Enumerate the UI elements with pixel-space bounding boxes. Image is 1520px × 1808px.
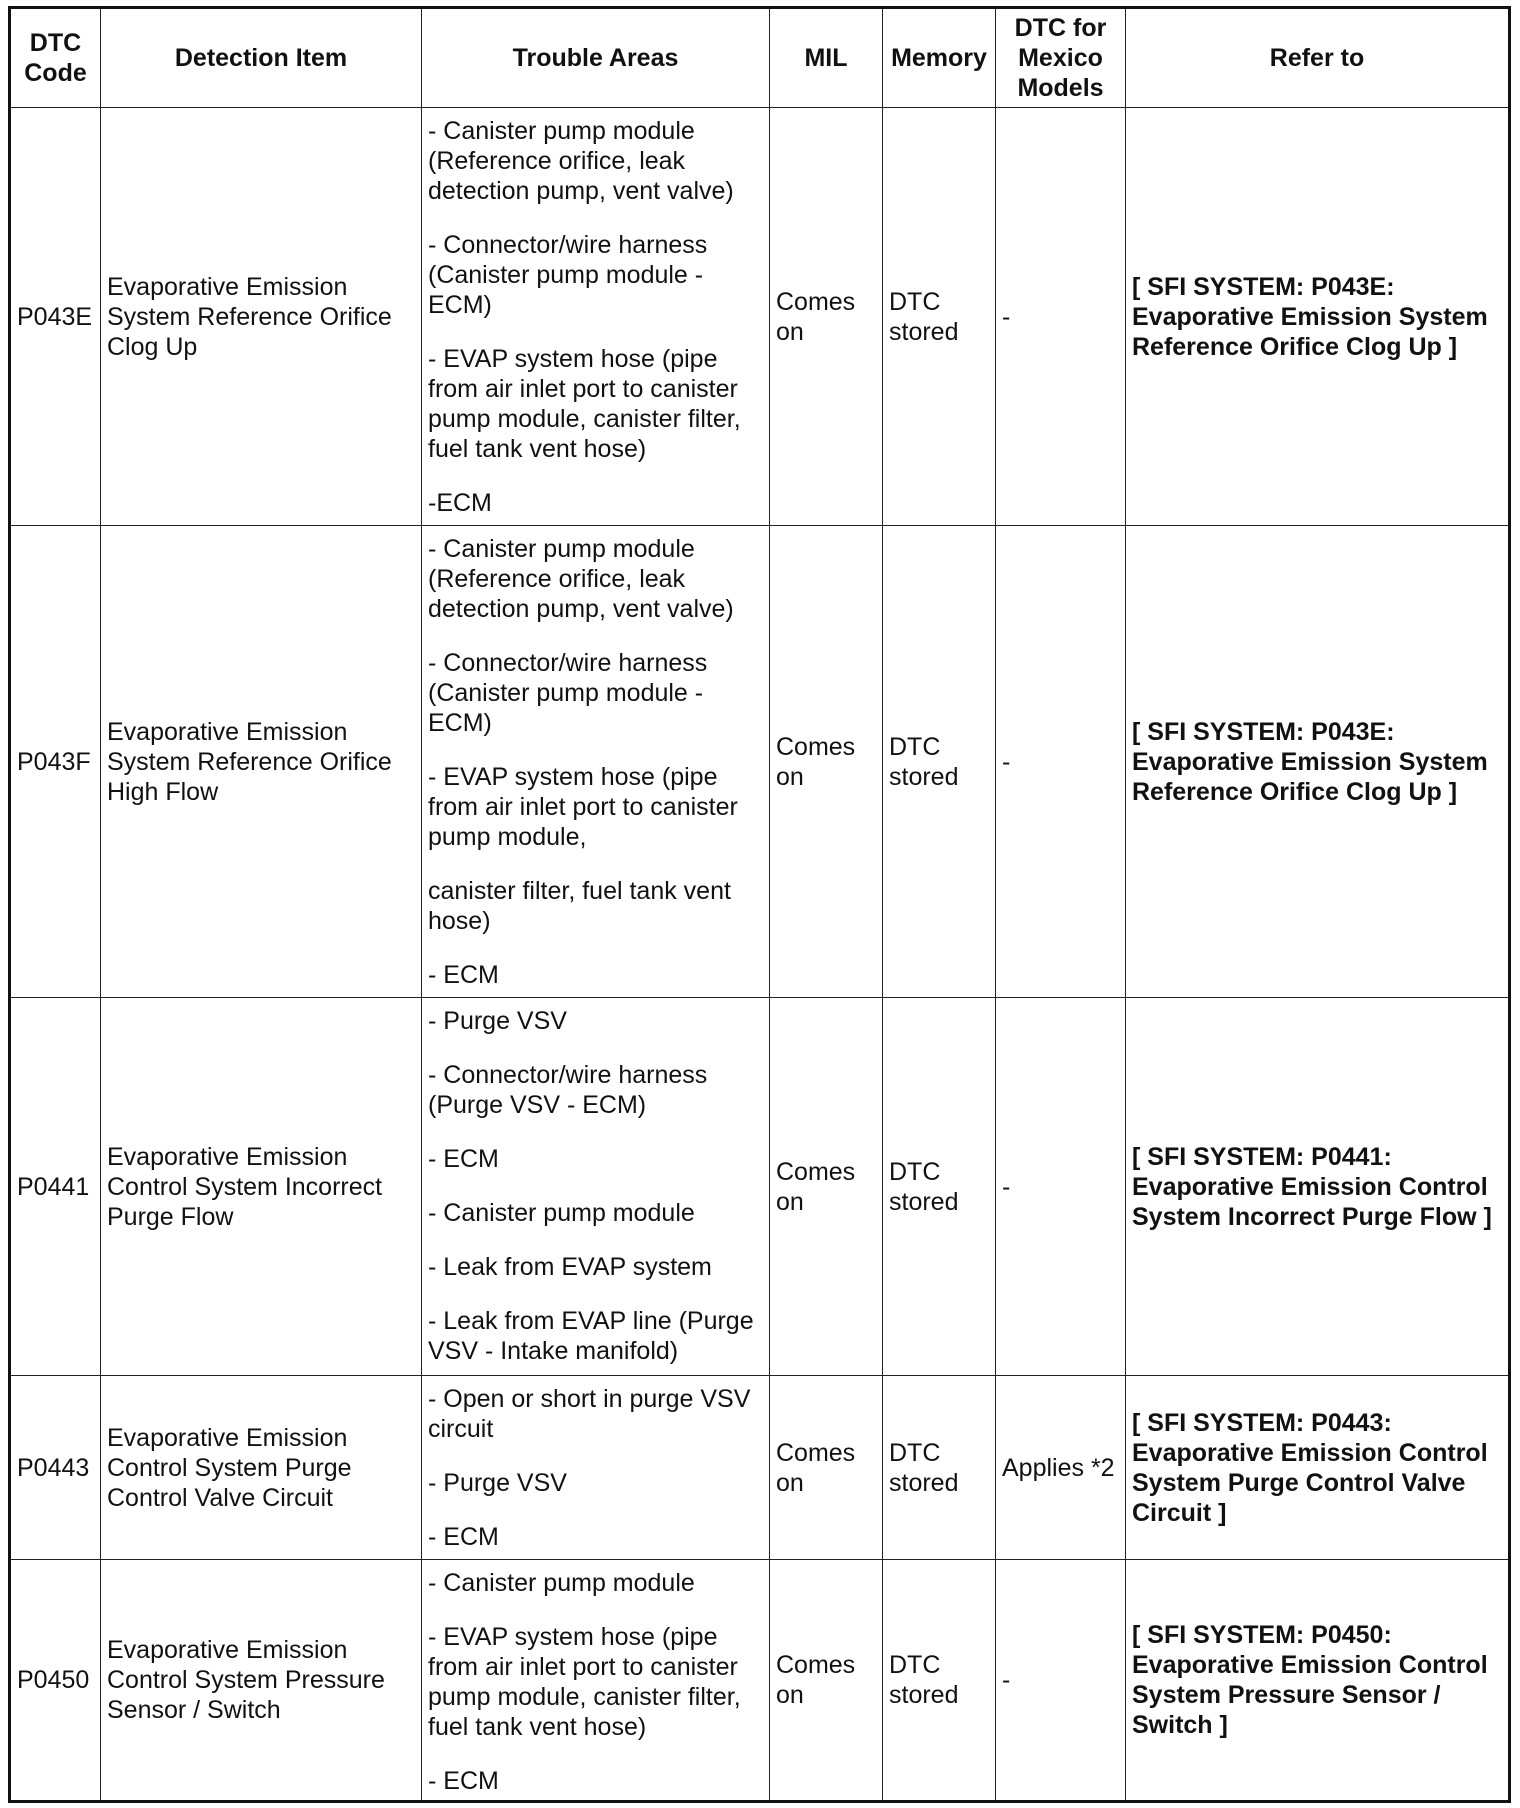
header-detection-item: Detection Item (101, 8, 422, 108)
header-refer-to: Refer to (1126, 8, 1510, 108)
mexico-cell: - (996, 526, 1126, 998)
mil-cell: Comes on (770, 998, 883, 1376)
trouble-areas-cell (422, 1560, 770, 1802)
trouble-areas-cell (422, 108, 770, 526)
trouble-area-item: - ECM (428, 1145, 499, 1173)
dtc-code-cell: P0443 (10, 1376, 101, 1560)
dtc-code-cell: P043E (10, 108, 101, 526)
table-row (10, 108, 1510, 526)
trouble-area-item: - Canister pump module (Reference orifice, leak detection pump, vent valve) (428, 535, 734, 623)
header-mil: MIL (770, 8, 883, 108)
header-dtc-code: DTC Code (10, 8, 101, 108)
refer-to-link[interactable]: [ SFI SYSTEM: P0441: Evaporative Emission Control System Incorrect Purge Flow ] (1126, 998, 1510, 1376)
mexico-cell: Applies *2 (996, 1376, 1126, 1560)
refer-to-link[interactable]: [ SFI SYSTEM: P0450: Evaporative Emission Control System Pressure Sensor / Switch ] (1126, 1560, 1510, 1802)
memory-cell: DTC stored (883, 526, 996, 998)
trouble-area-item: - EVAP system hose (pipe from air inlet port to canister pump module, (428, 763, 738, 851)
memory-cell: DTC stored (883, 998, 996, 1376)
trouble-area-item: - Canister pump module (Reference orifice, leak detection pump, vent valve) (428, 117, 734, 205)
mil-cell: Comes on (770, 108, 883, 526)
mexico-cell: - (996, 108, 1126, 526)
header-trouble-areas: Trouble Areas (422, 8, 770, 108)
trouble-area-item: - Canister pump module (428, 1199, 695, 1227)
trouble-areas-cell (422, 1376, 770, 1560)
header-row (10, 8, 1510, 108)
refer-to-link[interactable]: [ SFI SYSTEM: P0443: Evaporative Emission Control System Purge Control Valve Circuit ] (1126, 1376, 1510, 1560)
table-row (10, 1560, 1510, 1802)
detection-item-cell: Evaporative Emission Control System Incorrect Purge Flow (101, 998, 422, 1376)
trouble-area-item: - Purge VSV (428, 1469, 567, 1497)
detection-item-cell: Evaporative Emission System Reference Orifice High Flow (101, 526, 422, 998)
table-row (10, 998, 1510, 1376)
memory-cell: DTC stored (883, 1376, 996, 1560)
dtc-code-cell: P043F (10, 526, 101, 998)
trouble-area-item: - Purge VSV (428, 1007, 567, 1035)
trouble-area-item: - Leak from EVAP system (428, 1253, 712, 1281)
trouble-area-item: - ECM (428, 1767, 499, 1795)
mil-cell: Comes on (770, 1376, 883, 1560)
detection-item-cell: Evaporative Emission System Reference Orifice Clog Up (101, 108, 422, 526)
mexico-cell: - (996, 998, 1126, 1376)
trouble-area-item: - Connector/wire harness (Purge VSV - ECM) (428, 1061, 708, 1119)
refer-to-link[interactable]: [ SFI SYSTEM: P043E: Evaporative Emission System Reference Orifice Clog Up ] (1126, 108, 1510, 526)
trouble-area-item: - Leak from EVAP line (Purge VSV - Intake manifold) (428, 1307, 754, 1365)
trouble-area-item: - Canister pump module (428, 1569, 695, 1597)
trouble-area-item: - ECM (428, 1523, 499, 1551)
header-mexico: DTC for Mexico Models (996, 8, 1126, 108)
refer-to-link[interactable]: [ SFI SYSTEM: P043E: Evaporative Emission System Reference Orifice Clog Up ] (1126, 526, 1510, 998)
memory-cell: DTC stored (883, 1560, 996, 1802)
mil-cell: Comes on (770, 1560, 883, 1802)
trouble-area-item: canister filter, fuel tank vent hose) (428, 877, 731, 935)
detection-item-cell: Evaporative Emission Control System Pressure Sensor / Switch (101, 1560, 422, 1802)
mexico-cell: - (996, 1560, 1126, 1802)
dtc-code-cell: P0450 (10, 1560, 101, 1802)
trouble-area-item: - EVAP system hose (pipe from air inlet port to canister pump module, canister filter, fuel tank vent hose) (428, 345, 741, 463)
trouble-area-item: - ECM (428, 961, 499, 989)
trouble-area-item: - Open or short in purge VSV circuit (428, 1385, 751, 1443)
dtc-table (8, 6, 1511, 1803)
header-memory: Memory (883, 8, 996, 108)
mil-cell: Comes on (770, 526, 883, 998)
detection-item-cell: Evaporative Emission Control System Purge Control Valve Circuit (101, 1376, 422, 1560)
memory-cell: DTC stored (883, 108, 996, 526)
trouble-area-item: -ECM (428, 489, 492, 517)
trouble-area-item: - EVAP system hose (pipe from air inlet port to canister pump module, canister filter, fuel tank vent hose) (428, 1623, 741, 1741)
table-row (10, 1376, 1510, 1560)
trouble-area-item: - Connector/wire harness (Canister pump module - ECM) (428, 649, 708, 737)
dtc-code-cell: P0441 (10, 998, 101, 1376)
trouble-areas-cell (422, 526, 770, 998)
table-row (10, 526, 1510, 998)
trouble-areas-cell (422, 998, 770, 1376)
trouble-area-item: - Connector/wire harness (Canister pump module - ECM) (428, 231, 708, 319)
